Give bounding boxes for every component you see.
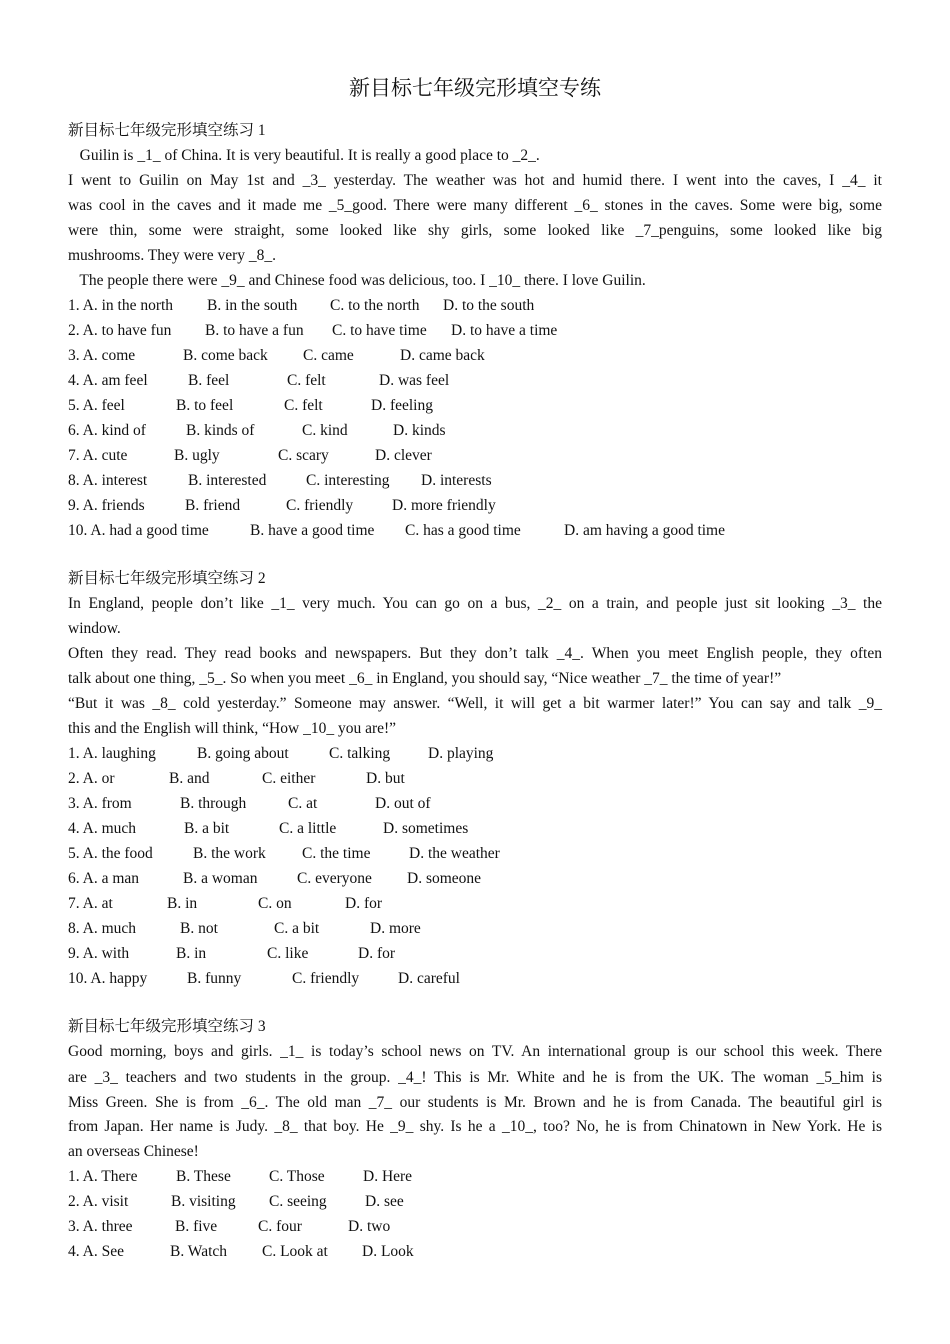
option-c: C. Look at bbox=[262, 1243, 328, 1260]
option-d: D. Here bbox=[363, 1168, 413, 1185]
option-b: B. and bbox=[169, 770, 210, 787]
option-c: C. the time bbox=[302, 845, 371, 862]
ex3-heading: 新目标七年级完形填空练习 3 bbox=[68, 1018, 266, 1035]
option-a: 10. A. had a good time bbox=[68, 522, 209, 539]
option-b: B. have a good time bbox=[250, 522, 375, 539]
option-a: 7. A. cute bbox=[68, 447, 128, 464]
option-c: C. interesting bbox=[306, 472, 390, 489]
option-d: D. more friendly bbox=[392, 497, 496, 514]
option-d: D. to have a time bbox=[451, 322, 558, 339]
option-b: B. interested bbox=[188, 472, 267, 489]
option-c: C. friendly bbox=[292, 970, 360, 987]
ex2-passage-line: Often they read. They read books and newspapers. But they don’t talk _4_. When you meet English people, they often bbox=[68, 645, 882, 662]
option-a: 7. A. at bbox=[68, 895, 113, 912]
ex3-passage-line: Miss Green. She is from _6_. The old man _7_ our students is Mr. Brown and he is from Canada. The beautiful girl is bbox=[68, 1094, 882, 1111]
option-d: D. came back bbox=[400, 347, 485, 364]
option-a: 3. A. come bbox=[68, 347, 136, 364]
option-b: B. come back bbox=[183, 347, 268, 364]
option-d: D. feeling bbox=[371, 397, 433, 414]
option-a: 2. A. or bbox=[68, 770, 115, 787]
option-a: 6. A. a man bbox=[68, 870, 140, 887]
option-a: 4. A. am feel bbox=[68, 372, 148, 389]
option-d: D. playing bbox=[428, 745, 494, 762]
option-b: B. a woman bbox=[183, 870, 258, 887]
ex1-passage-line: mushrooms. They were very _8_. bbox=[68, 247, 277, 264]
option-b: B. five bbox=[175, 1218, 218, 1235]
option-d: D. see bbox=[365, 1193, 404, 1210]
option-d: D. careful bbox=[398, 970, 460, 987]
option-c: C. talking bbox=[329, 745, 391, 762]
option-c: C. seeing bbox=[269, 1193, 327, 1210]
option-a: 3. A. from bbox=[68, 795, 132, 812]
option-d: D. to the south bbox=[443, 297, 535, 314]
ex2-passage-line: talk about one thing, _5_. So when you meet _6_ in England, you should say, “Nice weather _7_ the time of year!” bbox=[68, 670, 782, 687]
option-c: C. kind bbox=[302, 422, 348, 439]
option-a: 8. A. much bbox=[68, 920, 137, 937]
option-b: B. kinds of bbox=[186, 422, 255, 439]
option-c: C. friendly bbox=[286, 497, 354, 514]
option-d: D. clever bbox=[375, 447, 432, 464]
option-c: C. Those bbox=[269, 1168, 325, 1185]
option-b: B. ugly bbox=[174, 447, 220, 464]
option-b: B. the work bbox=[193, 845, 266, 862]
ex3-passage-line: are _3_ teachers and two students in the group. _4_! This is Mr. White and he is from the UK. The woman _5_him is bbox=[68, 1069, 882, 1086]
option-b: B. funny bbox=[187, 970, 242, 987]
option-d: D. for bbox=[358, 945, 396, 962]
page-title: 新目标七年级完形填空专练 bbox=[349, 76, 601, 100]
ex3-passage-line: from Japan. Her name is Judy. _8_ that boy. He _9_ shy. Is he a _10_, too? No, he is from Chinatown in New York. He is bbox=[68, 1118, 882, 1135]
option-a: 2. A. to have fun bbox=[68, 322, 172, 339]
option-c: C. four bbox=[258, 1218, 302, 1235]
option-a: 9. A. friends bbox=[68, 497, 145, 514]
ex2-passage-line: window. bbox=[68, 620, 121, 637]
option-b: B. to have a fun bbox=[205, 322, 304, 339]
ex1-passage-line: The people there were _9_ and Chinese food was delicious, too. I _10_ there. I love Guilin. bbox=[68, 272, 646, 289]
option-c: C. to have time bbox=[332, 322, 427, 339]
ex1-passage-line: were thin, some were straight, some looked like shy girls, some looked like _7_penguins, some looked like big bbox=[68, 222, 882, 239]
option-c: C. a bit bbox=[274, 920, 320, 937]
ex2-passage-line: “But it was _8_ cold yesterday.” Someone may answer. “Well, it will get a bit warmer later!” You can say and talk _9_ bbox=[68, 695, 882, 712]
option-a: 6. A. kind of bbox=[68, 422, 146, 439]
option-a: 4. A. much bbox=[68, 820, 137, 837]
ex1-heading: 新目标七年级完形填空练习 1 bbox=[68, 122, 266, 139]
option-b: B. in the south bbox=[207, 297, 298, 314]
option-a: 4. A. See bbox=[68, 1243, 124, 1260]
option-d: D. Look bbox=[362, 1243, 414, 1260]
option-b: B. going about bbox=[197, 745, 289, 762]
option-a: 1. A. laughing bbox=[68, 745, 156, 762]
option-b: B. a bit bbox=[184, 820, 230, 837]
option-d: D. interests bbox=[421, 472, 492, 489]
option-d: D. kinds bbox=[393, 422, 446, 439]
option-b: B. to feel bbox=[176, 397, 234, 414]
option-b: B. through bbox=[180, 795, 247, 812]
option-d: D. the weather bbox=[409, 845, 500, 862]
option-c: C. came bbox=[303, 347, 354, 364]
option-c: C. felt bbox=[287, 372, 326, 389]
option-a: 10. A. happy bbox=[68, 970, 148, 987]
option-c: C. scary bbox=[278, 447, 329, 464]
option-b: B. not bbox=[180, 920, 218, 937]
option-a: 2. A. visit bbox=[68, 1193, 129, 1210]
option-c: C. on bbox=[258, 895, 292, 912]
option-a: 1. A. There bbox=[68, 1168, 138, 1185]
ex2-heading: 新目标七年级完形填空练习 2 bbox=[68, 570, 266, 587]
option-c: C. a little bbox=[279, 820, 337, 837]
ex3-passage-line: Good morning, boys and girls. _1_ is today’s school news on TV. An international group is our school this week. There bbox=[68, 1043, 882, 1060]
option-b: B. feel bbox=[188, 372, 230, 389]
option-b: B. in bbox=[176, 945, 207, 962]
option-b: B. friend bbox=[185, 497, 241, 514]
option-d: D. more bbox=[370, 920, 421, 937]
option-d: D. sometimes bbox=[383, 820, 469, 837]
option-a: 5. A. feel bbox=[68, 397, 125, 414]
option-c: C. like bbox=[267, 945, 309, 962]
option-d: D. for bbox=[345, 895, 383, 912]
option-d: D. was feel bbox=[379, 372, 450, 389]
option-c: C. everyone bbox=[297, 870, 372, 887]
option-d: D. am having a good time bbox=[564, 522, 725, 539]
ex1-passage-line: I went to Guilin on May 1st and _3_ yesterday. The weather was hot and humid there. I went into the caves, I _4_ it bbox=[68, 172, 882, 189]
option-d: D. someone bbox=[407, 870, 482, 887]
option-a: 9. A. with bbox=[68, 945, 130, 962]
option-c: C. to the north bbox=[330, 297, 420, 314]
option-d: D. but bbox=[366, 770, 405, 787]
ex3-passage-line: an overseas Chinese! bbox=[68, 1143, 199, 1160]
ex2-passage-line: this and the English will think, “How _10_ you are!” bbox=[68, 720, 397, 737]
option-a: 8. A. interest bbox=[68, 472, 148, 489]
option-b: B. in bbox=[167, 895, 198, 912]
ex2-passage-line: In England, people don’t like _1_ very much. You can go on a bus, _2_ on a train, and people just sit looking _3_ the bbox=[68, 595, 882, 612]
option-a: 3. A. three bbox=[68, 1218, 133, 1235]
option-a: 1. A. in the north bbox=[68, 297, 174, 314]
option-d: D. out of bbox=[375, 795, 431, 812]
option-b: B. Watch bbox=[170, 1243, 228, 1260]
option-a: 5. A. the food bbox=[68, 845, 153, 862]
option-d: D. two bbox=[348, 1218, 391, 1235]
ex1-passage-line: was cool in the caves and it made me _5_good. There were many different _6_ stones in the caves. Some were big, some bbox=[68, 197, 882, 214]
ex1-passage-line: Guilin is _1_ of China. It is very beautiful. It is really a good place to _2_. bbox=[68, 147, 540, 164]
option-c: C. either bbox=[262, 770, 316, 787]
option-c: C. has a good time bbox=[405, 522, 521, 539]
option-c: C. at bbox=[288, 795, 318, 812]
option-c: C. felt bbox=[284, 397, 323, 414]
option-b: B. These bbox=[176, 1168, 231, 1185]
option-b: B. visiting bbox=[171, 1193, 236, 1210]
